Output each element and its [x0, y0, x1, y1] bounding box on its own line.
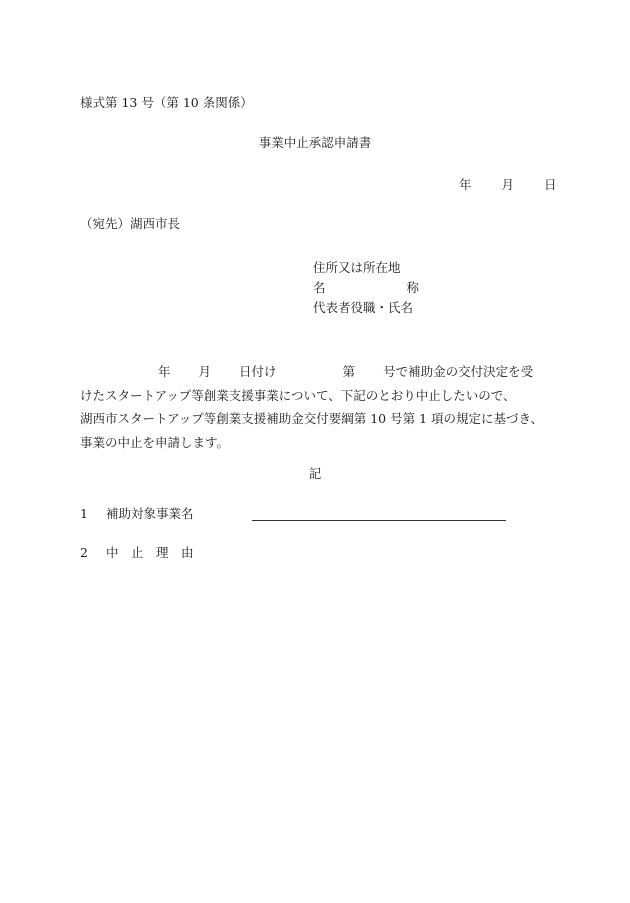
date-month: 月 [501, 177, 515, 192]
form-number: 様式第 13 号（第 10 条関係） [80, 95, 253, 110]
body-month: 月 [198, 364, 212, 379]
name-label-left: 名 [313, 280, 326, 295]
date-line [459, 179, 557, 192]
body-dated: 日付け [239, 364, 277, 379]
item-label: 補助対象事業名 [106, 506, 194, 521]
body-line-4: 事業の中止を申請します。 [80, 434, 230, 450]
body-dai: 第 [342, 364, 356, 379]
name-label [313, 278, 419, 298]
item-number: 2 [80, 545, 88, 560]
date-day: 日 [544, 177, 557, 192]
ki-heading: 記 [308, 466, 322, 481]
item-cancel-reason [80, 547, 194, 560]
body-line-3: 湖西市スタートアップ等創業支援補助金交付要綱第 10 号第 1 項の規定に基づき、 [80, 411, 544, 426]
item-label: 中 止 理 由 [106, 545, 194, 560]
body-line-1 [80, 360, 543, 384]
item-project-name [80, 508, 194, 521]
request-body [80, 360, 543, 454]
representative-label: 代表者役職・氏名 [313, 300, 414, 315]
document-title: 事業中止承認申請書 [258, 135, 372, 150]
body-line-2: けたスタートアップ等創業支援事業について、下記のとおり中止したいので、 [80, 387, 516, 403]
name-label-right: 称 [406, 280, 419, 295]
project-name-underline [252, 520, 506, 521]
date-year: 年 [459, 177, 472, 192]
body-line-1-rest: 号で補助金の交付決定を受 [383, 364, 534, 379]
item-number: 1 [80, 506, 88, 521]
body-year: 年 [158, 364, 171, 379]
recipient: （宛先）湖西市長 [80, 216, 181, 231]
address-label: 住所又は所在地 [313, 260, 401, 275]
applicant-block [313, 258, 419, 318]
